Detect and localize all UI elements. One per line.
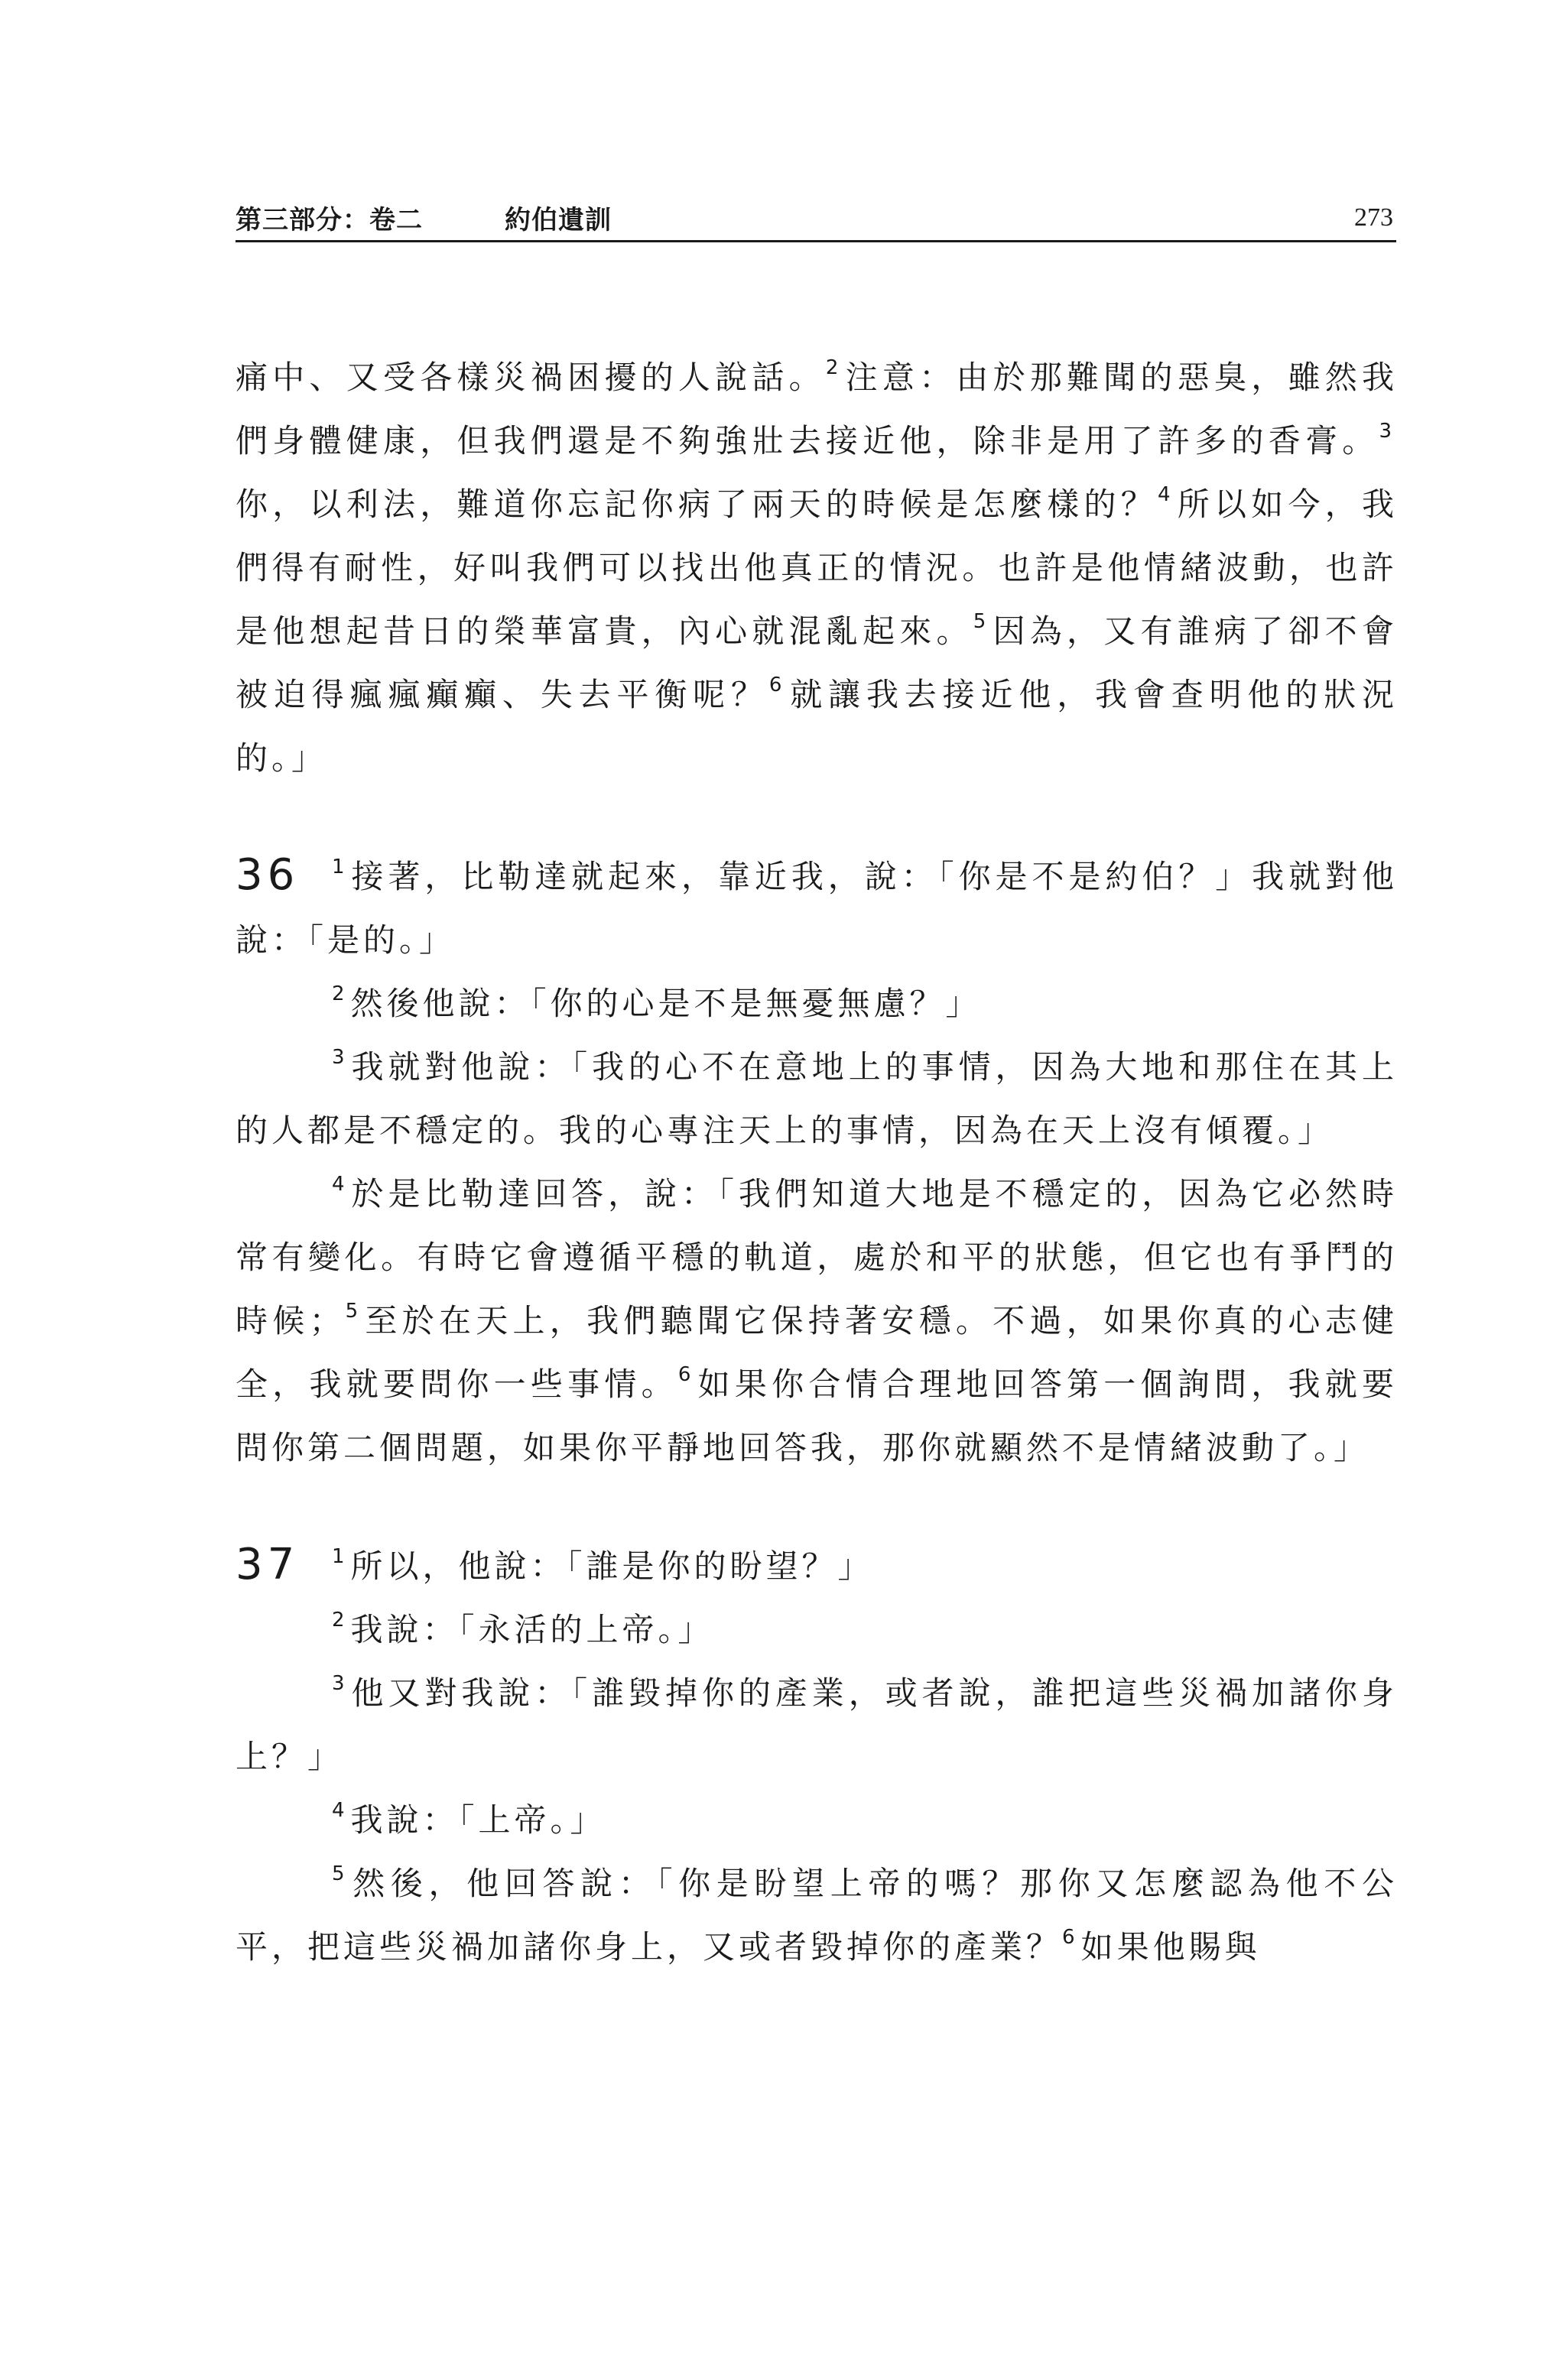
chapter-37-paragraph-1 [236, 1533, 1398, 1598]
page-body [236, 346, 1398, 1979]
verse-text: 因為，又有誰病了卻不會被迫得瘋瘋癲癲、失去平衡呢？ [236, 612, 1398, 713]
verse-number: 3 [332, 1672, 345, 1696]
chapter-37-paragraph-4 [236, 1788, 1398, 1852]
verse-text: 就讓我去接近他，我會查明他的狀況的。」 [236, 676, 1398, 777]
verse-text: 我說：「上帝。」 [350, 1801, 606, 1839]
verse-text: 你，以利法，難道你忘記你病了兩天的時候是怎麼樣的？ [236, 485, 1158, 523]
page-number: 273 [1354, 203, 1393, 232]
verse-text: 至於在天上，我們聽聞它保持著安穩。不過，如果你真的心志健全，我就要問你一些事情。 [236, 1302, 1398, 1403]
verse-text: 然後，他回答說：「你是盼望上帝的嗎？那你又怎麼認為他不公平，把這些災禍加諸你身上，又或者毀掉你的產業？ [236, 1865, 1398, 1966]
chapter-37-paragraph-3 [236, 1661, 1398, 1788]
part-label: 第三部分：卷二 [236, 205, 423, 235]
chapter-number: 37 [236, 1540, 300, 1589]
verse-text: 注意：由於那難聞的惡臭，雖然我們身體健康，但我們還是不夠強壯去接近他，除非是用了許多的香膏。 [236, 359, 1398, 459]
verse-text: 他又對我說：「誰毀掉你的產業，或者說，誰把這些災禍加諸你身上？」 [236, 1674, 1398, 1775]
verse-text: 如果你合情合理地回答第一個詢問，我就要問你第二個問題，如果你平靜地回答我，那你就顯然不是情緒波動了。」 [236, 1365, 1398, 1466]
chapter-number: 36 [236, 850, 300, 900]
verse-text: 如果他賜與 [1080, 1928, 1261, 1966]
verse-number: 4 [1158, 483, 1171, 507]
chapter-37-paragraph-5 [236, 1852, 1398, 1979]
verse-text: 我就對他說：「我的心不在意地上的事情，因為大地和那住在其上的人都是不穩定的。我的心專注天上的事情，因為在天上沒有傾覆。」 [236, 1048, 1398, 1149]
chapter-36-paragraph-2 [236, 972, 1398, 1035]
verse-text: 所以，他說：「誰是你的盼望？」 [350, 1547, 874, 1585]
verse-number: 6 [677, 1363, 691, 1387]
chapter-36-paragraph-1 [236, 843, 1398, 972]
chapter-37-paragraph-2 [236, 1598, 1398, 1661]
verse-number: 1 [332, 1545, 345, 1569]
verse-text: 我說：「永活的上帝。」 [350, 1611, 714, 1648]
chapter-36-paragraph-4 [236, 1162, 1398, 1479]
verse-text: 接著，比勒達就起來，靠近我，說：「你是不是約伯？」我就對他說：「是的。」 [236, 858, 1398, 959]
chapter-36-paragraph-3 [236, 1035, 1398, 1162]
verse-number: 4 [332, 1173, 345, 1196]
verse-number: 4 [332, 1799, 345, 1823]
verse-number: 1 [332, 856, 345, 879]
verse-text: 所以如今，我們得有耐性，好叫我們可以找出他真正的情況。也許是他情緒波動，也許是他想起昔日的榮華富貴，內心就混亂起來。 [236, 485, 1398, 650]
verse-number: 5 [332, 1862, 345, 1886]
verse-number: 6 [768, 674, 782, 697]
verse-number: 2 [825, 356, 839, 380]
verse-number: 5 [345, 1300, 359, 1323]
verse-number: 3 [1379, 420, 1392, 443]
verse-number: 2 [332, 1609, 345, 1632]
verse-number: 2 [332, 982, 345, 1006]
verse-text: 痛中、又受各樣災禍困擾的人說話。 [236, 359, 826, 396]
verse-number: 6 [1062, 1926, 1075, 1950]
verse-number: 5 [973, 610, 986, 634]
book-title: 約伯遺訓 [505, 205, 612, 235]
running-header [236, 193, 1396, 242]
verse-text: 於是比勒達回答，說：「我們知道大地是不穩定的，因為它必然時常有變化。有時它會遵循平穩的軌道，處於和平的狀態，但它也有爭鬥的時候； [236, 1175, 1398, 1339]
continued-paragraph [236, 346, 1398, 790]
verse-text: 然後他說：「你的心是不是無憂無慮？」 [350, 985, 982, 1022]
verse-number: 3 [332, 1046, 345, 1070]
